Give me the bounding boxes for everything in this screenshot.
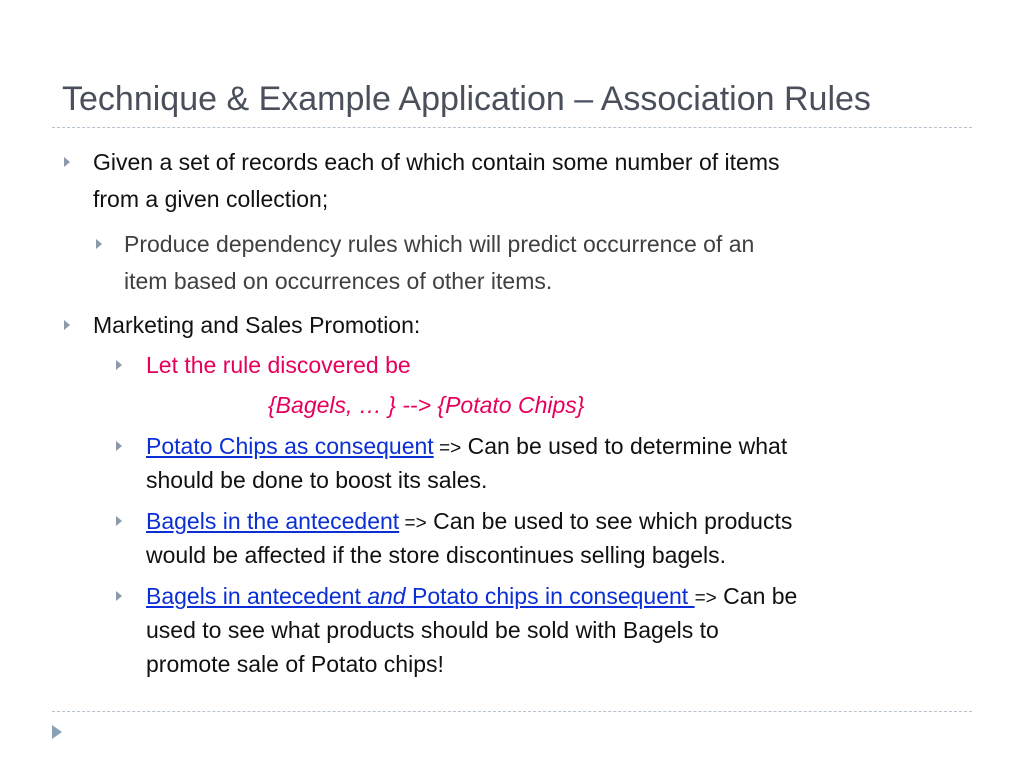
antecedent-desc: Can be used to see which products [426, 508, 793, 534]
combined-line-3: promote sale of Potato chips! [146, 651, 444, 677]
sub-bullet-icon [116, 591, 122, 601]
bullet-1-line-1: Given a set of records each of which contain some number of items [93, 149, 780, 175]
sub-bullet-icon [116, 441, 122, 451]
combined-desc: Can be [716, 583, 798, 609]
consequent-line-2: should be done to boost its sales. [146, 467, 488, 493]
title-divider [52, 127, 972, 128]
implies-arrow: => [694, 588, 717, 609]
bagels-antecedent-link[interactable]: Bagels in the antecedent [146, 508, 400, 534]
antecedent-line-1 [146, 504, 792, 541]
combined-line-2: used to see what products should be sold with Bagels to [146, 617, 719, 643]
implies-arrow: => [399, 513, 427, 534]
bullet-icon [64, 320, 70, 330]
sub-bullet-1-line-2: item based on occurrences of other items. [124, 268, 553, 294]
bullet-2-text: Marketing and Sales Promotion: [93, 312, 421, 338]
potato-chips-consequent-link[interactable]: Potato Chips as consequent [146, 433, 434, 459]
bagels-in-antecedent-link[interactable]: Bagels in antecedent [146, 583, 368, 609]
combined-line-1 [146, 579, 797, 616]
sub-bullet-icon [116, 516, 122, 526]
implies-arrow: => [433, 438, 462, 459]
sub-bullet-1-line-1: Produce dependency rules which will predict occurrence of an [124, 231, 755, 257]
consequent-line-1 [146, 429, 787, 466]
footer-divider [52, 711, 972, 712]
sub-bullet-icon [116, 360, 122, 370]
antecedent-line-2: would be affected if the store discontinues selling bagels. [146, 542, 727, 568]
sub-bullet-icon [96, 239, 102, 249]
potato-chips-in-consequent-link[interactable]: Potato chips in consequent [405, 583, 695, 609]
consequent-desc: Can be used to determine what [461, 433, 788, 459]
and-keyword[interactable]: and [367, 583, 406, 609]
slide-title: Technique & Example Application – Association Rules [62, 80, 871, 118]
bullet-icon [64, 157, 70, 167]
next-slide-arrow-icon[interactable] [52, 725, 62, 739]
rule-intro-text: Let the rule discovered be [146, 352, 411, 378]
bullet-1-line-2: from a given collection; [93, 186, 329, 212]
rule-expression: {Bagels, … } --> {Potato Chips} [268, 392, 585, 418]
